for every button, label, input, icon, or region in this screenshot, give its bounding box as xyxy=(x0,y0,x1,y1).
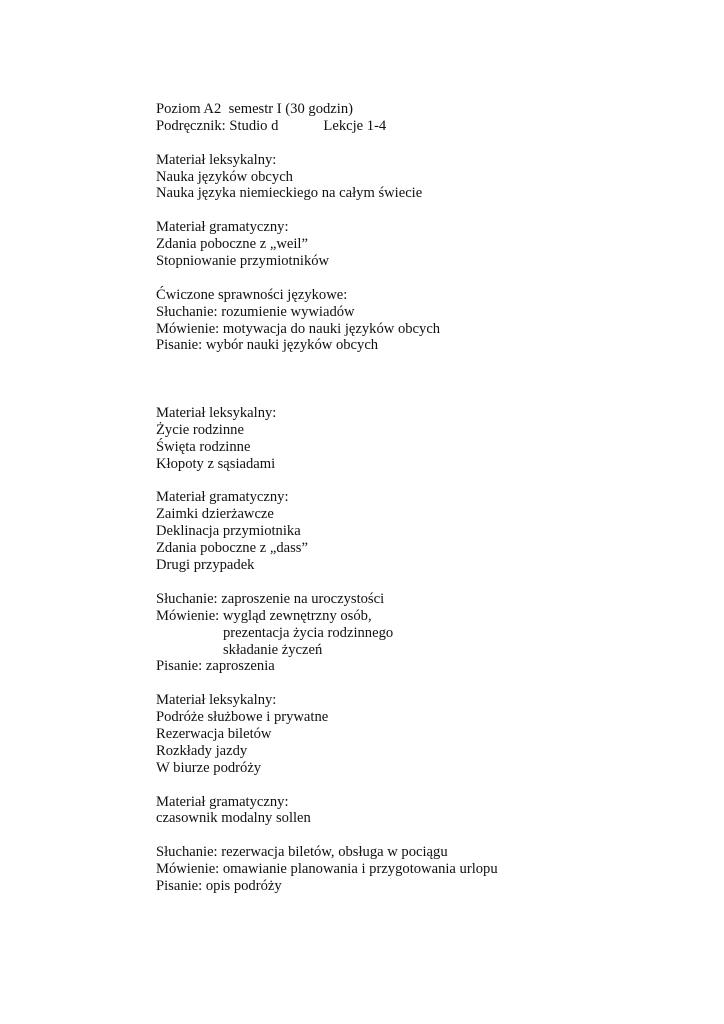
skills-item: Mówienie: wygląd zewnętrzny osób, xyxy=(156,607,372,624)
skills-item: Mówienie: omawianie planowania i przygotowania urlopu xyxy=(156,861,498,878)
grammar-heading: Materiał gramatyczny: xyxy=(156,489,289,506)
document-body xyxy=(156,101,676,895)
skills-item: Pisanie: opis podróży xyxy=(156,877,282,894)
grammar-heading: Materiał gramatyczny: xyxy=(156,793,289,810)
lexical-item: Święta rodzinne xyxy=(156,438,251,455)
skills-item: Pisanie: wybór nauki języków obcych xyxy=(156,337,379,354)
lexical-item: Nauka języków obcych xyxy=(156,168,293,185)
grammar-item: Zaimki dzierżawcze xyxy=(156,506,274,523)
lexical-item: W biurze podróży xyxy=(156,759,262,776)
lexical-item: Rozkłady jazdy xyxy=(156,742,248,759)
textbook-line xyxy=(156,118,676,135)
lexical-heading: Materiał leksykalny: xyxy=(156,692,277,709)
lessons-label: Lekcje 1-4 xyxy=(323,117,387,134)
lexical-item: Rezerwacja biletów xyxy=(156,725,272,742)
skills-item-continued: składanie życzeń xyxy=(223,641,323,658)
grammar-item: Deklinacja przymiotnika xyxy=(156,523,301,540)
skills-item-continued: prezentacja życia rodzinnego xyxy=(223,624,394,641)
skills-item: Mówienie: motywacja do nauki języków obcych xyxy=(156,320,441,337)
grammar-item: Zdania poboczne z „dass” xyxy=(156,540,308,557)
skills-heading: Ćwiczone sprawności językowe: xyxy=(156,286,348,303)
grammar-heading: Materiał gramatyczny: xyxy=(156,219,289,236)
skills-item: Pisanie: zaproszenia xyxy=(156,658,275,675)
lexical-item: Życie rodzinne xyxy=(156,421,244,438)
lexical-item: Nauka języka niemieckiego na całym świecie xyxy=(156,185,423,202)
skills-item: Słuchanie: rezerwacja biletów, obsługa w pociągu xyxy=(156,844,448,861)
lexical-item: Kłopoty z sąsiadami xyxy=(156,455,276,472)
grammar-item: Zdania poboczne z „weil” xyxy=(156,236,308,253)
lexical-item: Podróże służbowe i prywatne xyxy=(156,709,329,726)
grammar-item: Drugi przypadek xyxy=(156,557,255,574)
lexical-heading: Materiał leksykalny: xyxy=(156,151,277,168)
textbook-label: Podręcznik: Studio d xyxy=(156,117,279,134)
level-line: Poziom A2 semestr I (30 godzin) xyxy=(156,101,353,117)
skills-item: Słuchanie: rozumienie wywiadów xyxy=(156,303,355,320)
skills-item: Słuchanie: zaproszenie na uroczystości xyxy=(156,590,385,607)
lexical-heading: Materiał leksykalny: xyxy=(156,405,277,422)
grammar-item: Stopniowanie przymiotników xyxy=(156,253,330,270)
grammar-item: czasownik modalny sollen xyxy=(156,810,311,827)
